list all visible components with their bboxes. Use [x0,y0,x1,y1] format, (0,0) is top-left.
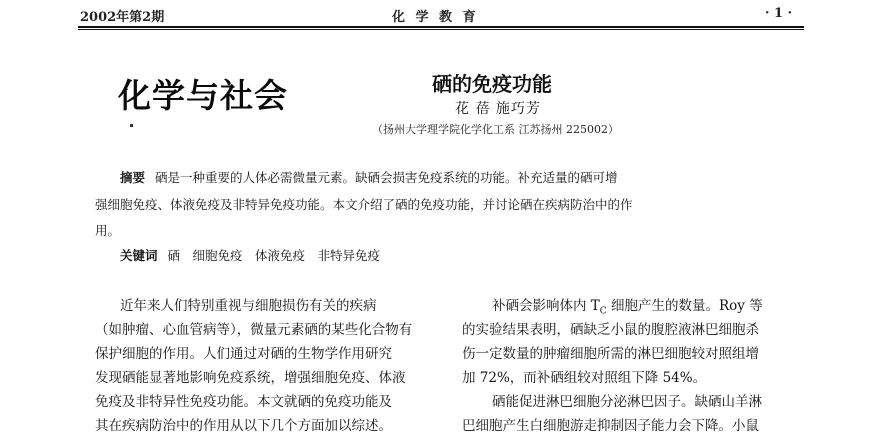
page-number: · 1 · [765,6,793,21]
right-body-line-3: 伤一定数量的肿瘤细胞所需的淋巴细胞较对照组增 [462,346,759,362]
article-affiliation: （扬州大学理学院化学化工系 江苏扬州 225002） [372,123,619,136]
abstract-line-3: 用。 [95,223,121,238]
keywords-line [120,246,380,264]
left-body-line-4: 发现硒能显著地影响免疫系统，增强细胞免疫、体液 [95,370,406,386]
section-heading: 化学与社会 [118,76,288,115]
left-body-line-2: （如肿瘤、心血管病等），微量元素硒的某些化合物有 [95,322,413,338]
abstract-line-2: 强细胞免疫、体液免疫及非特异免疫功能。本文介绍了硒的免疫功能，并讨论硒在疾病防治中的作 [95,197,633,212]
right-body-line-4: 加 72%，而补硒组较对照组下降 54%。 [462,370,707,386]
right-body-line-5: 硒能促进淋巴细胞分泌淋巴因子。缺硒山羊淋 [492,394,762,410]
abstract-text-1: 硒是一种重要的人体必需微量元素。缺硒会损害免疫系统的功能。补充适量的硒可增 [155,170,618,185]
decorative-dot [130,124,133,127]
article-authors: 花 蓓 施巧芳 [455,101,541,117]
tc-subscript: C [599,306,607,317]
article-title: 硒的免疫功能 [432,72,552,96]
left-body-line-3: 保护细胞的作用。人们通过对硒的生物学作用研究 [95,346,392,362]
abstract-label: 摘要 [120,170,146,185]
right-line-1-pre: 补硒会影响体内 T [492,298,600,314]
keywords-label: 关键词 [120,248,158,263]
journal-title: 化 学 教 育 [392,10,479,25]
header-rule-thin [78,29,804,30]
abstract-line-1 [120,168,618,186]
right-body-line-2: 的实验结果表明，硒缺乏小鼠的腹腔液淋巴细胞杀 [462,322,759,338]
right-body-line-6: 巴细胞产生白细胞游走抑制因子能力会下降。小鼠 [462,418,759,434]
right-line-1-post: 细胞产生的数量。Roy 等 [606,298,763,314]
right-body-line-1 [492,294,763,317]
left-body-line-5: 免疫及非特异性免疫功能。本文就硒的免疫功能及 [95,394,392,410]
left-body-line-6: 其在疾病防治中的作用从以下几个方面加以综述。 [95,418,392,434]
header-rule [78,26,804,28]
journal-issue: 2002年第2期 [80,10,165,25]
keywords-text: 硒 细胞免疫 体液免疫 非特异免疫 [167,248,381,263]
left-body-line-1: 近年来人们特别重视与细胞损伤有关的疾病 [120,298,377,314]
